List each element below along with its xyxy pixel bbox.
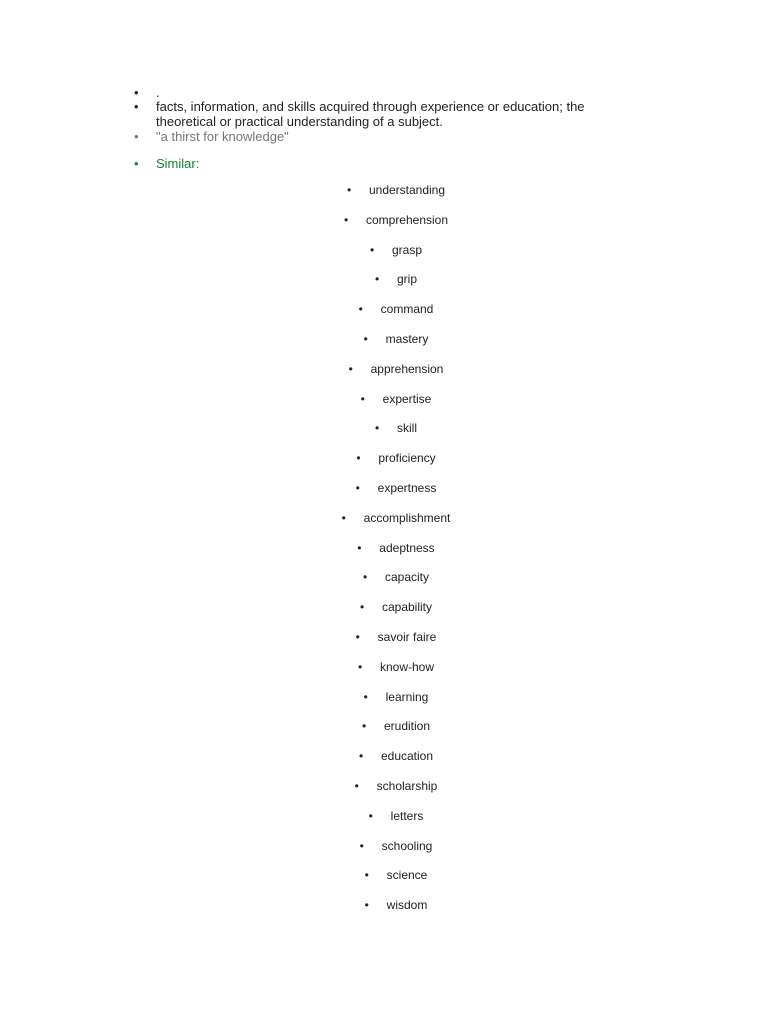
definition-text: facts, information, and skills acquired through experience or education; the theoretical or practical understanding of a subject. [156,99,585,129]
similar-word-item [300,331,514,361]
bullet-icon: • [134,85,139,100]
similar-word: • wisdom [387,897,428,913]
period-text: . [156,85,160,100]
similar-word: • know-how [380,659,434,675]
similar-word: • understanding [369,182,445,198]
similar-word-item [300,599,514,629]
similar-word-item [300,659,514,689]
similar-words-list [300,182,514,927]
similar-word: • grip [397,271,417,287]
similar-word: • apprehension [371,361,444,377]
similar-word-item [300,271,514,301]
similar-word: • learning [386,689,429,705]
similar-word: • erudition [384,718,430,734]
similar-word-item [300,182,514,212]
similar-word: • mastery [386,331,429,347]
similar-word-item [300,301,514,331]
bullet-icon: • [134,129,139,144]
similar-word-item [300,212,514,242]
similar-word: • education [381,748,433,764]
similar-word: • expertise [383,391,432,407]
similar-word-item [300,420,514,450]
similar-word-item [300,361,514,391]
similar-word-item [300,808,514,838]
similar-word-item [300,540,514,570]
similar-word: • grasp [392,242,422,258]
similar-word-item [300,718,514,748]
similar-word-item [300,778,514,808]
similar-word: • schooling [382,838,433,854]
similar-word: • capacity [385,569,429,585]
similar-word-item [300,391,514,421]
similar-word-item [300,242,514,272]
similar-word: • adeptness [379,540,434,556]
similar-word: • savoir faire [378,629,437,645]
similar-word: • expertness [378,480,437,496]
similar-word: • skill [397,420,417,436]
similar-word: • proficiency [378,450,435,466]
similar-word-item [300,510,514,540]
similar-word: • capability [382,599,432,615]
similar-word-item [300,867,514,897]
similar-word: • command [381,301,434,317]
similar-word: • comprehension [366,212,448,228]
similar-word: • letters [391,808,424,824]
similar-word-item [300,569,514,599]
similar-word-item [300,897,514,927]
similar-word-item [300,838,514,868]
similar-word: • accomplishment [364,510,451,526]
bullet-icon: • [134,156,139,171]
similar-word-item [300,689,514,719]
similar-word-item [300,629,514,659]
similar-word-item [300,450,514,480]
bullet-icon: • [134,99,139,114]
example-text: "a thirst for knowledge" [156,129,289,144]
similar-word-item [300,480,514,510]
similar-word: • scholarship [377,778,438,794]
similar-word-item [300,748,514,778]
similar-word: • science [387,867,428,883]
similar-label: Similar: [156,156,200,171]
